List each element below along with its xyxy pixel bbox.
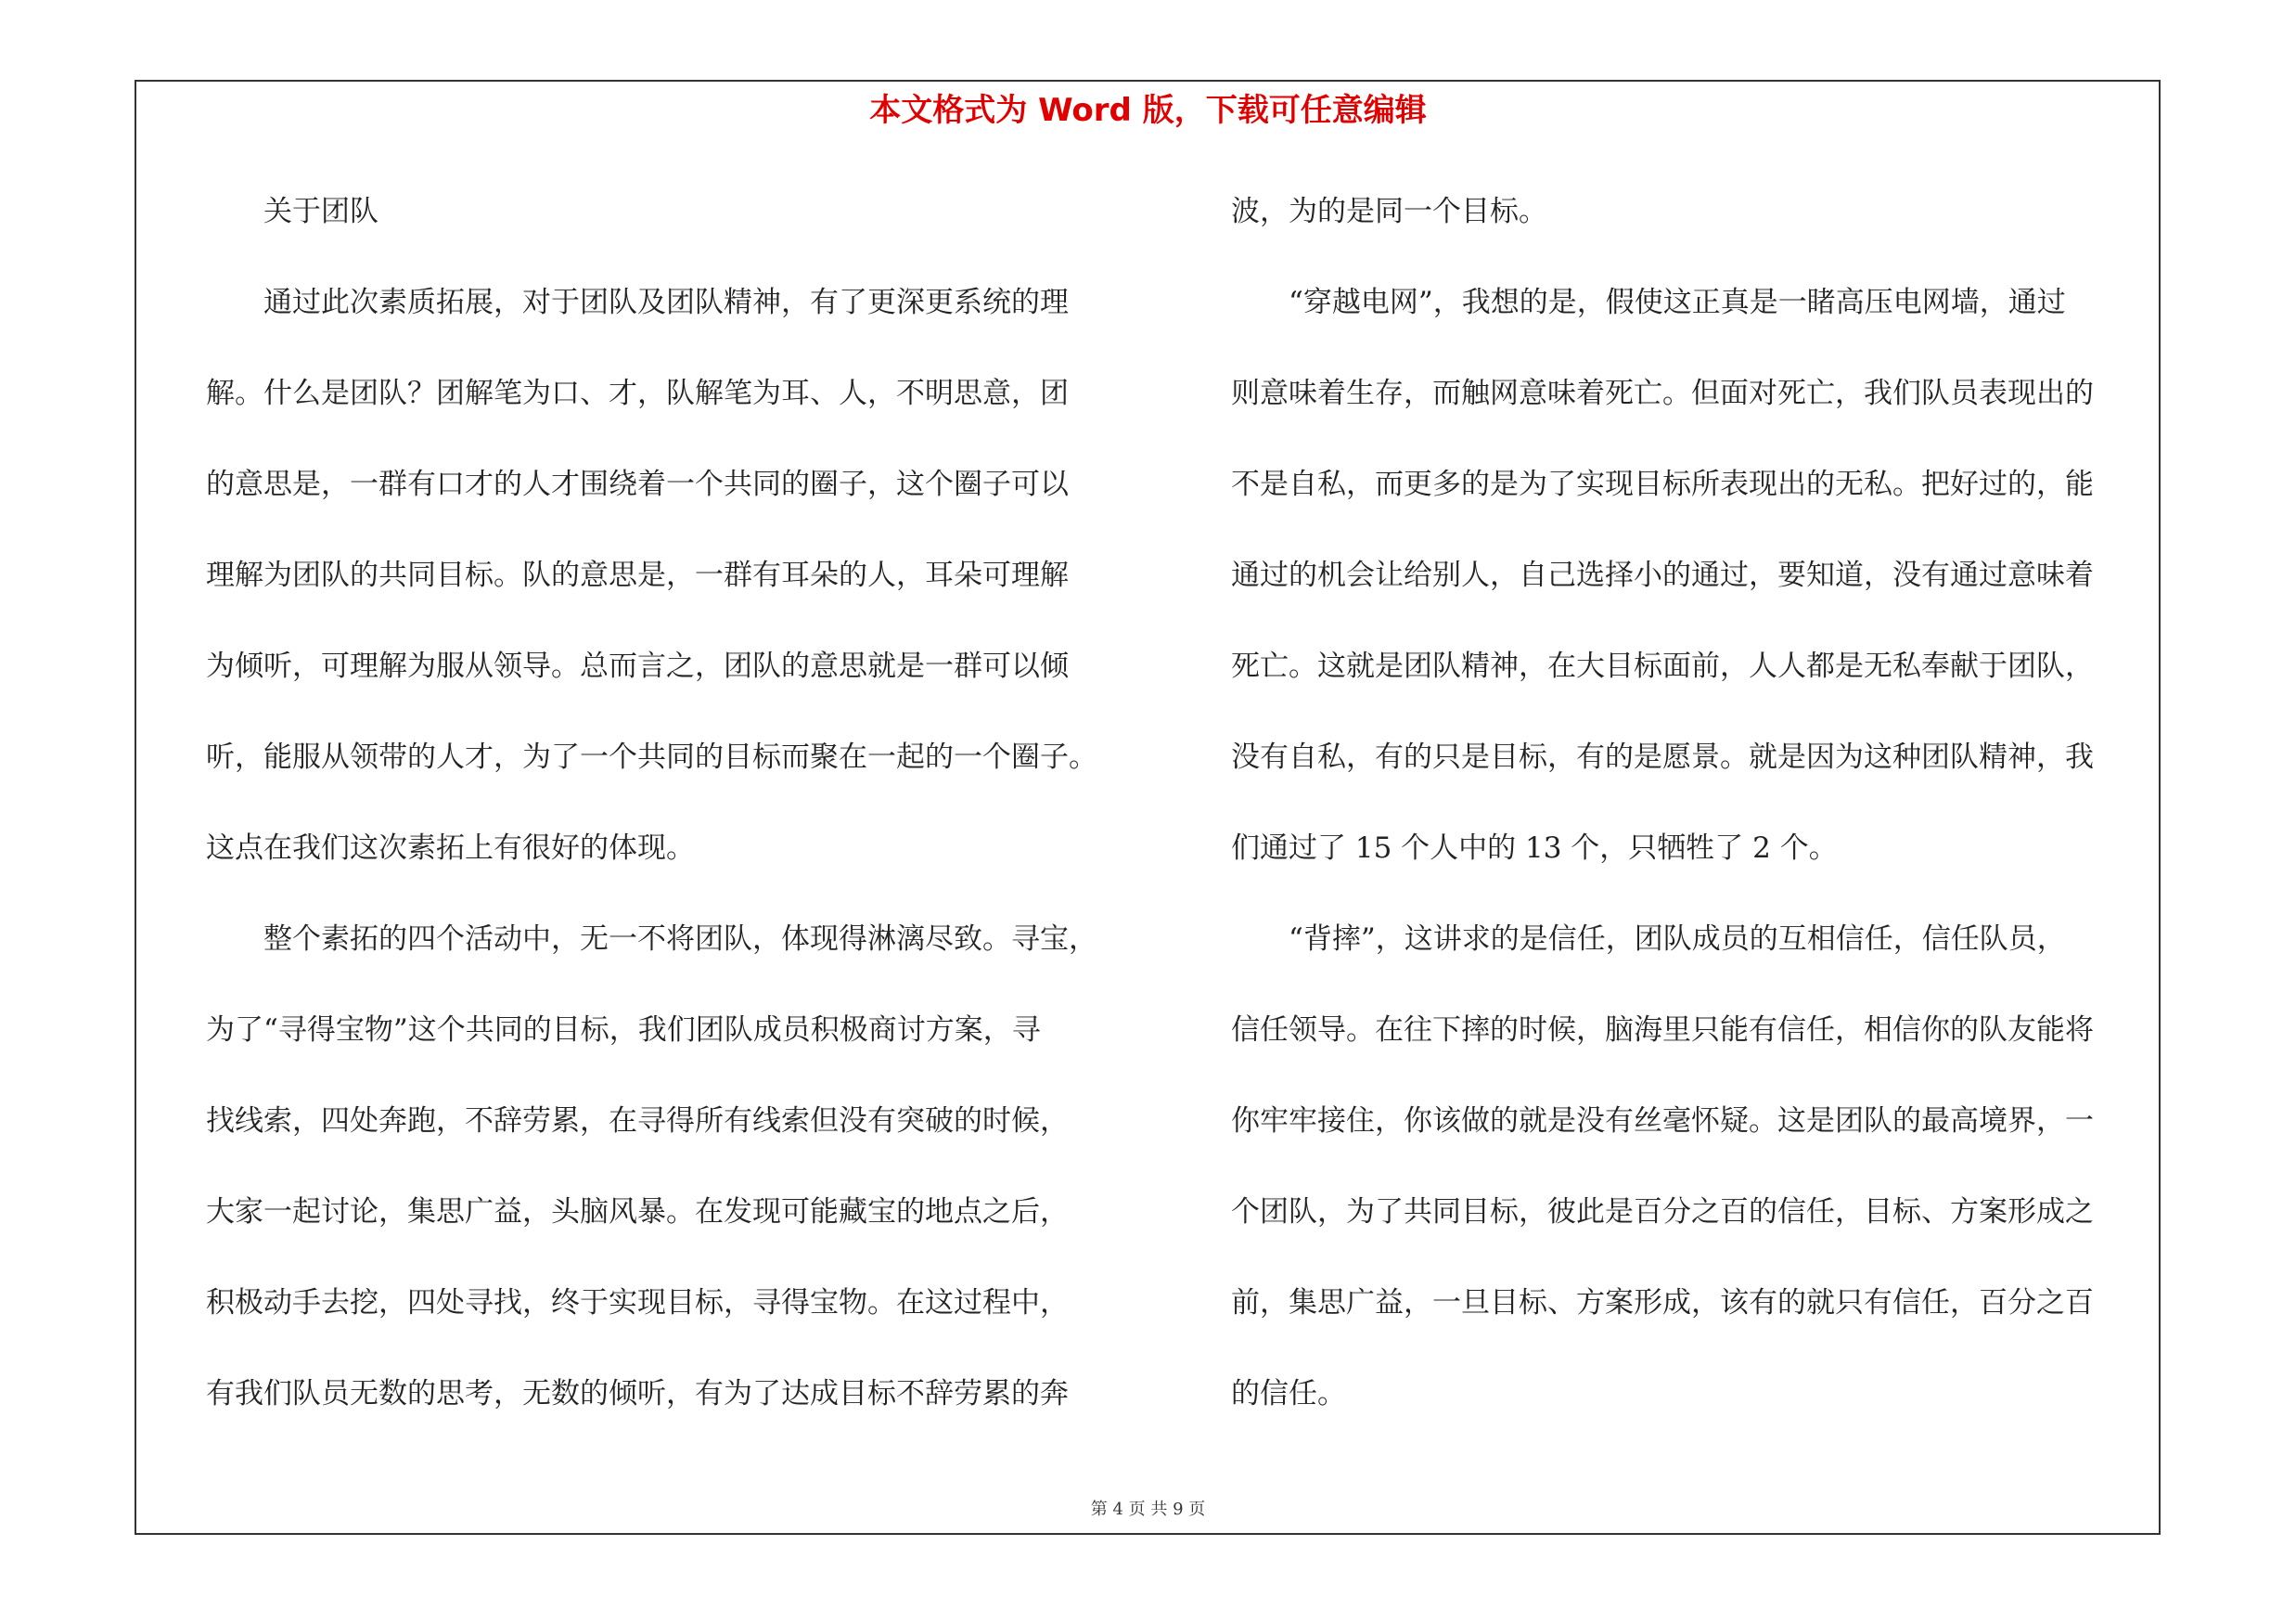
text-line: 则意味着生存，而触网意味着死亡。但面对死亡，我们队员表现出的 [1231,377,2094,410]
text-line: 没有自私，有的只是目标，有的是愿景。就是因为这种团队精神，我 [1231,741,2094,774]
text-line: 理解为团队的共同目标。队的意思是，一群有耳朵的人，耳朵可理解 [206,559,1069,592]
text-line: 大家一起讨论，集思广益，头脑风暴。在发现可能藏宝的地点之后， [206,1195,1069,1229]
text-line: 的信任。 [1231,1377,1346,1410]
text-line: 不是自私，而更多的是为了实现目标所表现出的无私。把好过的，能 [1231,468,2094,501]
text-line: 关于团队 [206,195,378,228]
text-line: 死亡。这就是团队精神，在大目标面前，人人都是无私奉献于团队， [1231,650,2094,683]
text-line: “穿越电网”，我想的是，假使这正真是一睹高压电网墙，通过 [1231,286,2066,319]
text-line: 听，能服从领带的人才，为了一个共同的目标而聚在一起的一个圈子。 [206,741,1097,774]
text-line: 的意思是，一群有口才的人才围绕着一个共同的圈子，这个圈子可以 [206,468,1069,501]
text-line: 为倾听，可理解为服从领导。总而言之，团队的意思就是一群可以倾 [206,650,1069,683]
text-line: 通过此次素质拓展，对于团队及团队精神，有了更深更系统的理 [206,286,1069,319]
text-line: 找线索，四处奔跑，不辞劳累，在寻得所有线索但没有突破的时候， [206,1104,1069,1138]
format-banner: 本文格式为 Word 版，下载可任意编辑 [869,92,1427,129]
text-line: 信任领导。在往下摔的时候，脑海里只能有信任，相信你的队友能将 [1231,1013,2094,1047]
text-line: 解。什么是团队？团解笔为口、才，队解笔为耳、人，不明思意，团 [206,377,1069,410]
text-line: 通过的机会让给别人，自己选择小的通过，要知道，没有通过意味着 [1231,559,2094,592]
text-line: 你牢牢接住，你该做的就是没有丝毫怀疑。这是团队的最高境界，一 [1231,1104,2094,1138]
text-line: 前，集思广益，一旦目标、方案形成，该有的就只有信任，百分之百 [1231,1286,2094,1320]
text-line: 为了“寻得宝物”这个共同的目标，我们团队成员积极商讨方案，寻 [206,1013,1041,1047]
left-column [206,191,1134,1464]
text-line: 波，为的是同一个目标。 [1231,195,1547,228]
page-number-footer: 第 4 页 共 9 页 [1090,1500,1206,1519]
text-line: 们通过了 15 个人中的 13 个，只牺牲了 2 个。 [1231,831,1838,865]
text-line: 整个素拓的四个活动中，无一不将团队，体现得淋漓尽致。寻宝， [206,922,1097,956]
text-line: 积极动手去挖，四处寻找，终于实现目标，寻得宝物。在这过程中， [206,1286,1069,1320]
text-line: “背摔”，这讲求的是信任，团队成员的互相信任，信任队员， [1231,922,2066,956]
text-line: 这点在我们这次素拓上有很好的体现。 [206,831,695,865]
text-line: 有我们队员无数的思考，无数的倾听，有为了达成目标不辞劳累的奔 [206,1377,1069,1410]
right-column [1231,191,2159,1464]
text-line: 个团队，为了共同目标，彼此是百分之百的信任，目标、方案形成之 [1231,1195,2094,1229]
